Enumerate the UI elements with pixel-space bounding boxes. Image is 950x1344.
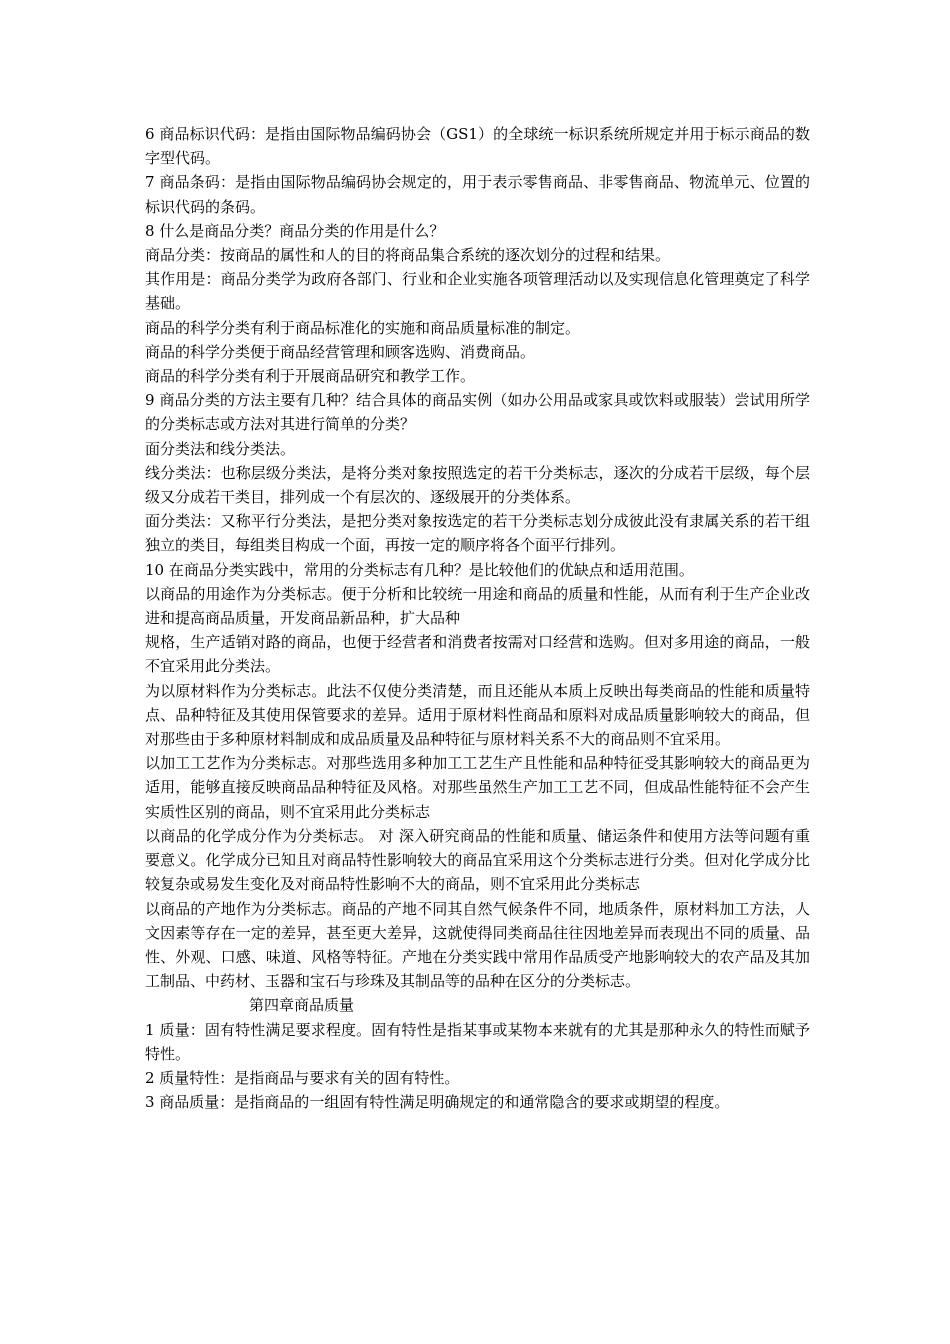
- paragraph-point-1: 商品的科学分类有利于商品标准化的实施和商品质量标准的制定。: [145, 318, 581, 337]
- question-10: 10 在商品分类实践中，常用的分类标志有几种？是比较他们的优缺点和适用范围。: [145, 560, 694, 579]
- chapter-paragraph-2: 2 质量特性：是指商品与要求有关的固有特性。: [145, 1068, 460, 1087]
- question-8: 8 什么是商品分类？商品分类的作用是什么？: [145, 221, 445, 240]
- paragraph-process-criterion: 以加工工艺作为分类标志。对那些选用多种加工工艺生产且性能和品种特征受其影响较大的商品更为适用，能够直接反映商品品种特征及风格。对那些虽然生产加工工艺不同，但成品性能特征不会产生实质性区别的商品，则不宜采用此分类标志: [145, 754, 810, 821]
- paragraph-material-criterion: 为以原材料作为分类标志。此法不仅使分类清楚，而且还能从本质上反映出每类商品的性能和质量特点、品种特征及其使用保管要求的差异。适用于原材料性商品和原料对成品质量影响较大的商品，但对那些由于多种原材料制成和成品质量及品种特征与原材料关系不大的商品则不宜采用。: [145, 681, 810, 749]
- paragraph-usage-criterion: 以商品的用途作为分类标志。便于分析和比较统一用途和商品的质量和性能，从而有利于生产企业改进和提高商品质量，开发商品新品种，扩大品种: [145, 584, 810, 628]
- document-body: [145, 122, 810, 1114]
- paragraph-line-method: 线分类法：也称层级分类法，是将分类对象按照选定的若干分类标志，逐次的分成若干层级，每个层级又分成若干类目，排列成一个有层次的、逐级展开的分类体系。: [145, 463, 810, 507]
- paragraph-definition: 商品分类：按商品的属性和人的目的将商品集合系统的逐次划分的过程和结果。: [145, 246, 671, 265]
- paragraph-origin-criterion: 以商品的产地作为分类标志。商品的产地不同其自然气候条件不同，地质条件，原材料加工方法，人文因素等存在一定的差异，甚至更大差异，这就使得同类商品往往因地差异而表现出不同的质量、品性、外观、口感、味道、风格等特征。产地在分类实践中常用作品质受产地影响较大的农产品及其加工制品、中药材、玉器和宝石与珍珠及其制品等的品种在区分的分类标志。: [145, 899, 810, 991]
- paragraph-item-6: 6 商品标识代码：是指由国际物品编码协会（GS1）的全球统一标识系统所规定并用于标示商品的数字型代码。: [145, 125, 810, 168]
- chapter-heading: 第四章商品质量: [249, 996, 355, 1015]
- paragraph-face-method: 面分类法：又称平行分类法，是把分类对象按选定的若干分类标志划分成彼此没有隶属关系的若干组独立的类目，每组类目构成一个面，再按一定的顺序将各个面平行排列。: [145, 512, 810, 555]
- paragraph-point-3: 商品的科学分类有利于开展商品研究和教学工作。: [145, 367, 476, 386]
- paragraph-usage-criterion-cont: 规格，生产适销对路的商品，也便于经营者和消费者按需对口经营和选购。但对多用途的商品，一般不宜采用此分类法。: [145, 633, 810, 676]
- paragraph-function: 其作用是：商品分类学为政府各部门、行业和企业实施各项管理活动以及实现信息化管理奠定了科学基础。: [145, 270, 810, 313]
- question-9: 9 商品分类的方法主要有几种？结合具体的商品实例（如办公用品或家具或饮料或服装）尝试用所学的分类标志或方法对其进行简单的分类？: [145, 391, 810, 434]
- paragraph-chemical-criterion: 以商品的化学成分作为分类标志。 对 深入研究商品的性能和质量、储运条件和使用方法等问题有重要意义。化学成分已知且对商品特性影响较大的商品宜采用这个分类标志进行分类。但对化学成分比较复杂或易发生变化及对商品特性影响不大的商品，则不宜采用此分类标志: [145, 826, 810, 894]
- paragraph-item-7: 7 商品条码：是指由国际物品编码协会规定的，用于表示零售商品、非零售商品、物流单元、位置的标识代码的条码。: [145, 173, 810, 216]
- chapter-paragraph-3: 3 商品质量：是指商品的一组固有特性满足明确规定的和通常隐含的要求或期望的程度。: [145, 1093, 730, 1112]
- chapter-paragraph-1: 1 质量：固有特性满足要求程度。固有特性是指某事或某物本来就有的尤其是那种永久的特性而赋予特性。: [145, 1020, 810, 1063]
- paragraph-methods: 面分类法和线分类法。: [145, 439, 296, 458]
- paragraph-point-2: 商品的科学分类便于商品经营管理和顾客选购、消费商品。: [145, 342, 536, 361]
